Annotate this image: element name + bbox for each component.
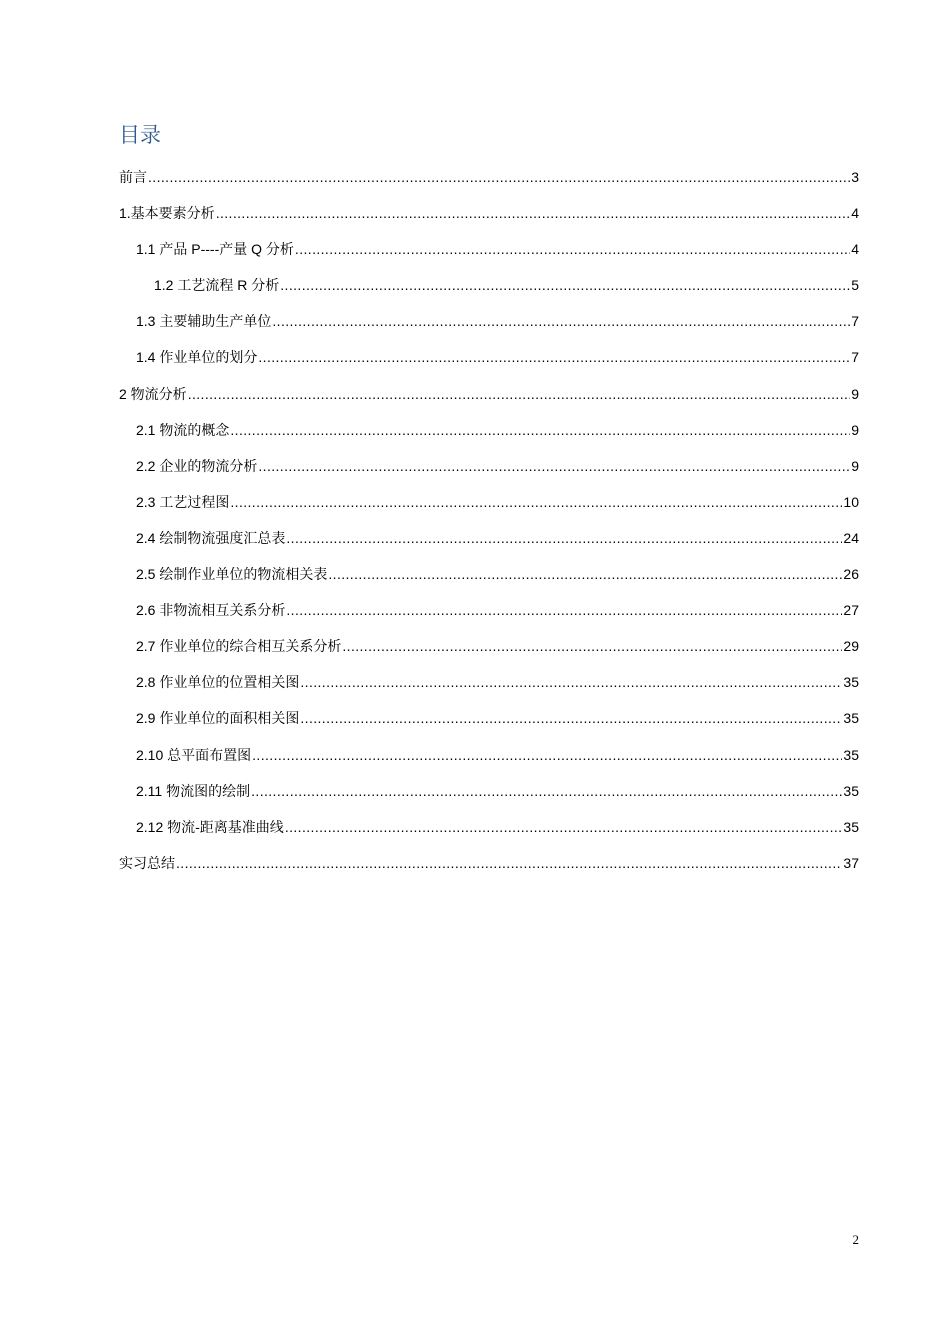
toc-entry-page: 29 <box>843 638 859 655</box>
toc-entry[interactable] <box>119 239 859 275</box>
toc-entry[interactable] <box>119 636 859 672</box>
toc-dot-leader <box>258 347 850 367</box>
toc-dot-leader <box>285 817 843 837</box>
toc-entry-label: 2.3 工艺过程图 <box>136 493 230 510</box>
toc-dot-leader <box>216 203 851 223</box>
toc-entry-label: 前言 <box>119 169 147 185</box>
toc-entry[interactable] <box>119 564 859 600</box>
toc-entry[interactable] <box>119 600 859 636</box>
toc-entry-label: 1.基本要素分析 <box>119 205 215 222</box>
toc-entry-label: 2.2 企业的物流分析 <box>136 457 258 474</box>
toc-entry-page: 35 <box>843 674 859 691</box>
toc-entry-label: 2.4 绘制物流强度汇总表 <box>136 529 286 546</box>
toc-entry-page: 9 <box>851 457 859 474</box>
toc-dot-leader <box>342 636 842 656</box>
toc-dot-leader <box>272 311 850 331</box>
toc-entry[interactable] <box>119 528 859 564</box>
toc-dot-leader <box>252 745 842 765</box>
toc-entry-label: 2.8 作业单位的位置相关图 <box>136 674 300 691</box>
toc-entry-label: 2.1 物流的概念 <box>136 421 230 438</box>
toc-dot-leader <box>176 853 842 873</box>
toc-entry[interactable] <box>119 167 859 203</box>
toc-entry-label: 1.4 作业单位的划分 <box>136 349 258 366</box>
toc-entry[interactable] <box>119 311 859 347</box>
toc-dot-leader <box>230 420 850 440</box>
toc-entry-page: 27 <box>843 602 859 619</box>
toc-entry-label: 2.10 总平面布置图 <box>136 746 252 763</box>
toc-dot-leader <box>286 600 842 620</box>
toc-entry[interactable] <box>119 420 859 456</box>
toc-dot-leader <box>148 167 850 187</box>
toc-entry-label: 2.9 作业单位的面积相关图 <box>136 710 300 727</box>
toc-dot-leader <box>188 384 851 404</box>
toc-dot-leader <box>230 492 842 512</box>
toc-entry-page: 35 <box>843 818 859 835</box>
toc-entry-label: 2.6 非物流相互关系分析 <box>136 602 286 619</box>
toc-entry-label: 2.12 物流-距离基准曲线 <box>136 818 284 835</box>
toc-entry-page: 4 <box>851 241 859 258</box>
toc-entry-label: 2.11 物流图的绘制 <box>136 782 251 799</box>
toc-entry-label: 1.3 主要辅助生产单位 <box>136 313 272 330</box>
toc-dot-leader <box>286 528 842 548</box>
toc-entry-page: 9 <box>851 421 859 438</box>
toc-dot-leader <box>328 564 842 584</box>
toc-entry-label: 2.5 绘制作业单位的物流相关表 <box>136 566 328 583</box>
toc-entry-label: 2 物流分析 <box>119 385 187 402</box>
toc-dot-leader <box>300 708 842 728</box>
toc-entry[interactable] <box>119 853 859 889</box>
toc-entry[interactable] <box>119 275 859 311</box>
toc-entry[interactable] <box>119 781 859 817</box>
toc-dot-leader <box>258 456 850 476</box>
toc-dot-leader <box>295 239 850 259</box>
toc-entry-page: 24 <box>843 529 859 546</box>
toc-entry-label: 实习总结 <box>119 854 175 871</box>
toc-entry-label: 1.2 工艺流程 R 分析 <box>154 277 280 294</box>
toc-entry-page: 4 <box>851 205 859 222</box>
toc-entry-page: 35 <box>843 710 859 727</box>
toc-entry-page: 37 <box>843 854 859 871</box>
toc-entry-page: 9 <box>851 385 859 402</box>
toc-entry-page: 7 <box>851 313 859 330</box>
toc-entry-page: 26 <box>843 566 859 583</box>
toc-entry[interactable] <box>119 672 859 708</box>
toc-entry[interactable] <box>119 708 859 744</box>
toc-entry[interactable] <box>119 456 859 492</box>
toc-entry-label: 1.1 产品 P----产量 Q 分析 <box>136 241 294 258</box>
toc-entry-page: 7 <box>851 349 859 366</box>
toc-entry[interactable] <box>119 384 859 420</box>
toc-dot-leader <box>280 275 850 295</box>
toc-entry-page: 3 <box>851 169 859 185</box>
toc-dot-leader <box>300 672 842 692</box>
toc-entry-page: 10 <box>843 493 859 510</box>
table-of-contents <box>119 167 859 889</box>
toc-entry-page: 35 <box>843 782 859 799</box>
toc-dot-leader <box>251 781 842 801</box>
toc-entry[interactable] <box>119 347 859 383</box>
toc-entry[interactable] <box>119 745 859 781</box>
toc-entry[interactable] <box>119 492 859 528</box>
toc-title: 目录 <box>119 124 161 147</box>
toc-entry-page: 35 <box>843 746 859 763</box>
toc-entry[interactable] <box>119 817 859 853</box>
toc-entry[interactable] <box>119 203 859 239</box>
toc-entry-label: 2.7 作业单位的综合相互关系分析 <box>136 638 342 655</box>
page-number: 2 <box>852 1232 859 1247</box>
toc-entry-page: 5 <box>851 277 859 294</box>
